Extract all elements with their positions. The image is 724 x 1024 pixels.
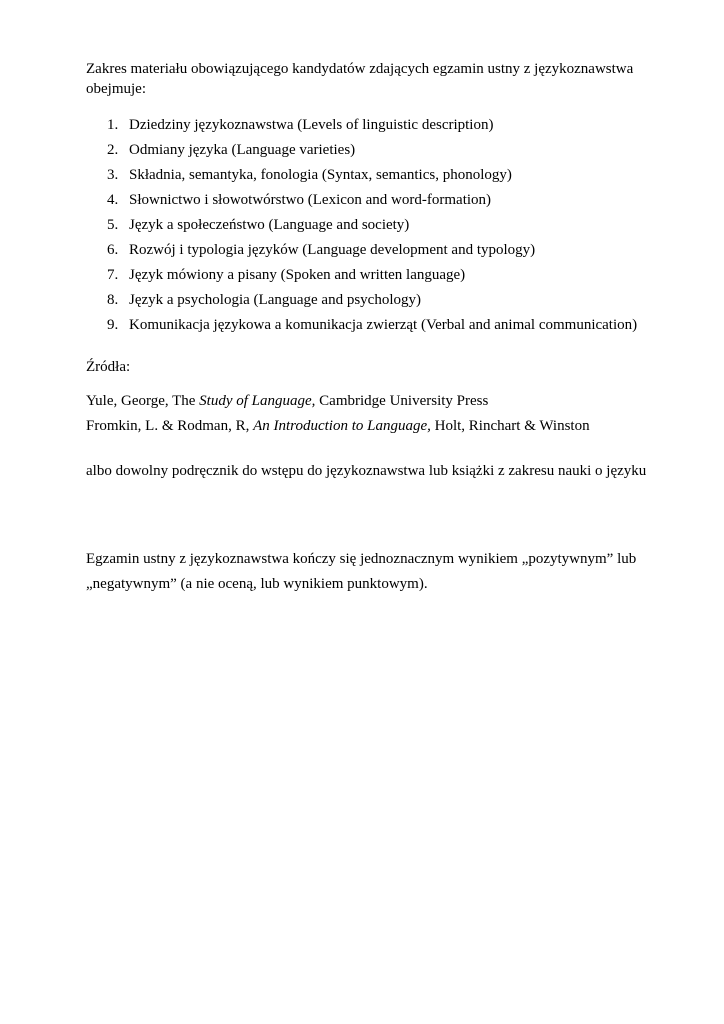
list-item-text: Język a społeczeństwo (Language and society): [129, 217, 410, 233]
list-item-number: 2.: [107, 142, 119, 158]
list-item-text: Słownictwo i słowotwórstwo (Lexicon and word-formation): [129, 192, 492, 208]
list-item: [86, 214, 686, 239]
alternative-sources-paragraph: albo dowolny podręcznik do wstępu do językoznawstwa lub książki z zakresu nauki o języku: [86, 463, 647, 479]
list-item: [86, 189, 686, 214]
list-item-number: 7.: [107, 267, 119, 283]
list-item-text: Odmiany języka (Language varieties): [129, 142, 356, 158]
list-item: [86, 164, 686, 189]
list-item-number: 6.: [107, 242, 119, 258]
list-item: [86, 114, 686, 139]
list-item: [86, 139, 686, 164]
list-item-number: 4.: [107, 192, 119, 208]
exam-result-paragraph: Egzamin ustny z językoznawstwa kończy się jednoznacznym wynikiem „pozytywnym” lub „negatywnym” (a nie oceną, lub wynikiem punktowym).: [86, 551, 637, 592]
source-entry: [86, 391, 488, 411]
intro-paragraph: Zakres materiału obowiązującego kandydatów zdających egzamin ustny z językoznawstwa obejmuje:: [86, 61, 634, 97]
list-item-number: 8.: [107, 292, 119, 308]
list-item: [86, 314, 686, 339]
sources-heading: Źródła:: [86, 359, 131, 375]
list-item-text: Komunikacja językowa a komunikacja zwierząt (Verbal and animal communication): [129, 317, 638, 333]
list-item-number: 3.: [107, 167, 119, 183]
source-author: Fromkin, L. & Rodman, R,: [86, 418, 254, 434]
list-item-text: Składnia, semantyka, fonologia (Syntax, semantics, phonology): [129, 167, 512, 183]
list-item-number: 9.: [107, 317, 119, 333]
list-item-text: Rozwój i typologia języków (Language development and typology): [129, 242, 536, 258]
list-item: [86, 289, 686, 314]
list-item-text: Dziedziny językoznawstwa (Levels of linguistic description): [129, 117, 494, 133]
list-item-number: 5.: [107, 217, 119, 233]
list-item-text: Język a psychologia (Language and psychology): [129, 292, 421, 308]
source-title: Study of Language,: [199, 393, 316, 409]
list-item-text: Język mówiony a pisany (Spoken and written language): [129, 267, 466, 283]
list-item: [86, 239, 686, 264]
source-title: An Introduction to Language,: [253, 418, 431, 434]
list-item-number: 1.: [107, 117, 119, 133]
source-publisher: Cambridge University Press: [315, 393, 489, 409]
source-publisher: Holt, Rinchart & Winston: [430, 418, 590, 434]
source-author: Yule, George, The: [86, 393, 200, 409]
list-item: [86, 264, 686, 289]
topics-list: [86, 114, 686, 339]
source-entry: [86, 416, 590, 436]
